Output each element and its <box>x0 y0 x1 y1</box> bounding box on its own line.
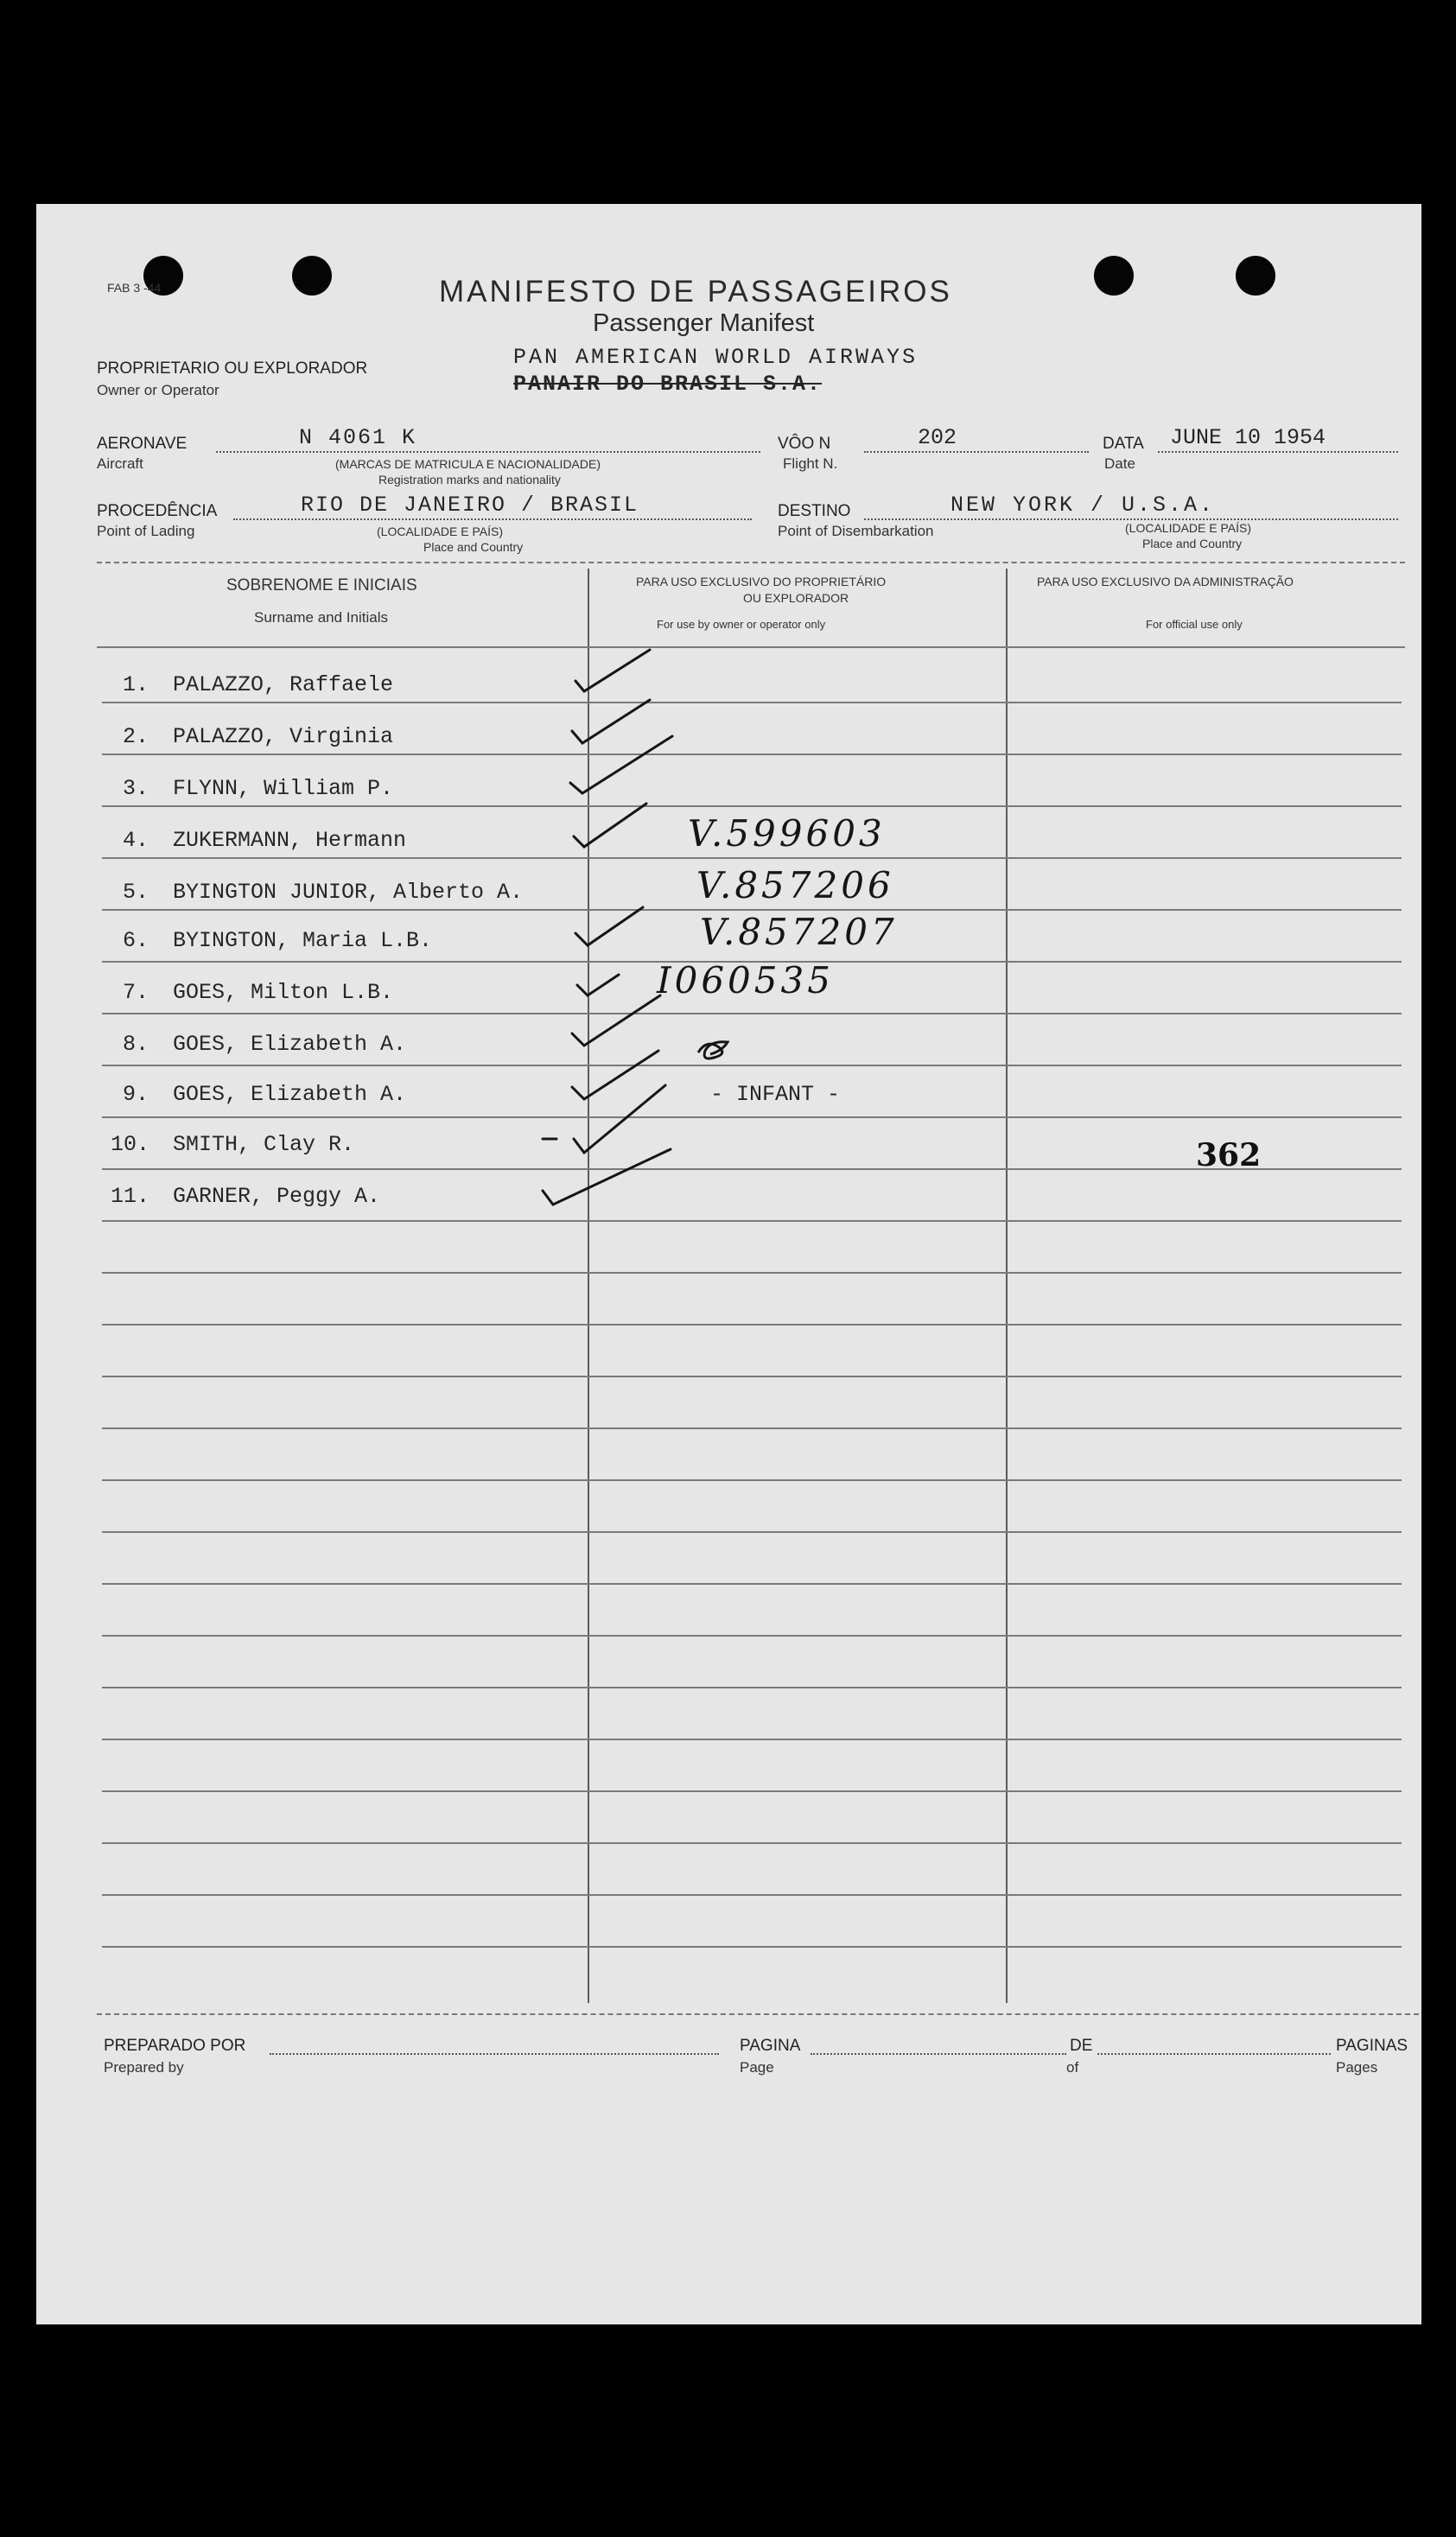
form-subtitle: Passenger Manifest <box>593 309 815 337</box>
check-mark <box>570 736 672 793</box>
passenger-name: BYINGTON JUNIOR, Alberto A. <box>173 880 524 905</box>
passenger-number: 3. <box>123 776 149 801</box>
flight-label: VÔO N <box>778 435 831 453</box>
date-value: JUNE 10 1954 <box>1170 425 1326 450</box>
owner-column-header: PARA USO EXCLUSIVO DO PROPRIETÁRIO <box>636 575 887 588</box>
passenger-number: 11. <box>111 1184 150 1209</box>
owner-label: PROPRIETARIO OU EXPLORADOR <box>97 359 368 378</box>
passenger-number: 9. <box>123 1082 149 1107</box>
passenger-number: 6. <box>123 928 149 953</box>
of-label-en: of <box>1066 2059 1079 2076</box>
passport-note: V.857206 <box>696 864 894 906</box>
page-label-en: Page <box>740 2059 774 2076</box>
origin-label-en: Point of Lading <box>97 523 195 539</box>
passenger-number: 2. <box>123 724 149 749</box>
check-mark <box>575 907 643 945</box>
destination-caption: (LOCALIDADE E PAÍS) <box>1125 521 1252 535</box>
passenger-number: 10. <box>111 1132 150 1157</box>
flight-label-en: Flight N. <box>783 455 838 472</box>
check-mark <box>574 804 646 847</box>
owner-label-en: Owner or Operator <box>97 382 219 398</box>
passenger-number: 1. <box>123 672 149 697</box>
check-mark <box>572 1051 658 1099</box>
prepared-by-line <box>270 2053 719 2055</box>
destination-caption-en: Place and Country <box>1142 537 1243 550</box>
passport-note: I060535 <box>657 959 834 1001</box>
destination-value: NEW YORK / U.S.A. <box>951 493 1216 518</box>
date-label-en: Date <box>1104 455 1135 472</box>
of-line <box>1097 2053 1331 2055</box>
destination-label: DESTINO <box>778 502 851 520</box>
form-title: MANIFESTO DE PASSAGEIROS <box>439 275 952 308</box>
passport-note: V.599603 <box>688 812 886 855</box>
check-mark <box>543 1149 671 1205</box>
name-column-header-en: Surname and Initials <box>254 609 388 626</box>
prepared-by-label-en: Prepared by <box>104 2059 184 2076</box>
page-line <box>811 2053 1066 2055</box>
origin-caption: (LOCALIDADE E PAÍS) <box>377 525 504 538</box>
aircraft-caption: (MARCAS DE MATRICULA E NACIONALIDADE) <box>335 457 601 471</box>
passport-note: V.857207 <box>700 911 898 953</box>
aircraft-caption-en: Registration marks and nationality <box>378 473 561 486</box>
admin-column-header-en: For official use only <box>1146 618 1243 631</box>
check-mark <box>577 975 619 995</box>
passenger-name: GOES, Elizabeth A. <box>173 1082 407 1107</box>
aircraft-value: N 4061 K <box>299 425 417 450</box>
flight-value: 202 <box>918 425 957 450</box>
passenger-name: PALAZZO, Virginia <box>173 724 394 749</box>
infant-note: - INFANT - <box>710 1082 841 1107</box>
origin-value: RIO DE JANEIRO / BRASIL <box>301 493 639 518</box>
owner-column-header-2: OU EXPLORADOR <box>743 591 849 605</box>
pages-label-en: Pages <box>1336 2059 1378 2076</box>
passenger-number: 7. <box>123 980 149 1005</box>
check-mark <box>575 650 650 691</box>
aircraft-label-en: Aircraft <box>97 455 143 472</box>
passenger-number: 4. <box>123 828 149 853</box>
passenger-number: 8. <box>123 1032 149 1057</box>
aircraft-label: AERONAVE <box>97 435 188 453</box>
check-mark <box>572 700 650 743</box>
passenger-name: BYINGTON, Maria L.B. <box>173 928 433 953</box>
origin-label: PROCEDÊNCIA <box>97 502 218 520</box>
admin-stamp-number: 362 <box>1196 1137 1262 1173</box>
passenger-name: FLYNN, William P. <box>173 776 394 801</box>
page-label: PAGINA <box>740 2037 801 2055</box>
passenger-name: GOES, Milton L.B. <box>173 980 394 1005</box>
owner-value: PAN AMERICAN WORLD AIRWAYS <box>513 345 919 370</box>
scribble-mark <box>698 1042 728 1059</box>
name-column-header: SOBRENOME E INICIAIS <box>226 576 417 595</box>
of-label: DE <box>1070 2037 1093 2055</box>
passenger-name: GARNER, Peggy A. <box>173 1184 381 1209</box>
admin-column-header: PARA USO EXCLUSIVO DA ADMINISTRAÇÃO <box>1037 575 1294 588</box>
date-label: DATA <box>1103 435 1144 453</box>
form-code: FAB 3 -44 <box>107 281 162 295</box>
passenger-number: 5. <box>123 880 149 905</box>
destination-label-en: Point of Disembarkation <box>778 523 934 539</box>
owner-column-header-en: For use by owner or operator only <box>657 618 826 631</box>
origin-caption-en: Place and Country <box>423 540 524 554</box>
pages-label: PAGINAS <box>1336 2037 1408 2055</box>
owner-value-overstruck: PANAIR DO BRASIL S.A. <box>513 372 823 397</box>
passenger-name: ZUKERMANN, Hermann <box>173 828 407 853</box>
passenger-name: SMITH, Clay R. <box>173 1132 355 1157</box>
check-mark <box>572 995 660 1046</box>
passenger-name: GOES, Elizabeth A. <box>173 1032 407 1057</box>
prepared-by-label: PREPARADO POR <box>104 2037 246 2055</box>
passenger-name: PALAZZO, Raffaele <box>173 672 394 697</box>
